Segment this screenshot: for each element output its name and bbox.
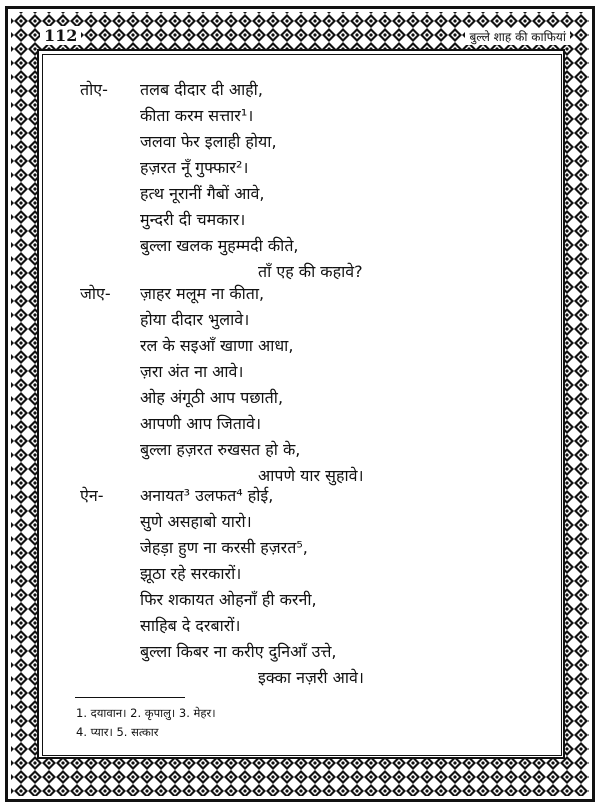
verse-line: सुणे असहाबो यारो। — [140, 512, 252, 531]
verse-line: झूठा रहे सरकारों। — [140, 564, 242, 583]
verse-line: होया दीदार भुलावे। — [140, 310, 250, 329]
verse-line: जलवा फेर इलाही होया, — [140, 132, 277, 151]
verse-line: रल के सइआँ खाणा आधा, — [140, 336, 294, 355]
verse-line: हत्थ नूरानीं गैबों आवे, — [140, 184, 265, 203]
stanza-label: जोए- — [80, 284, 111, 303]
verse-line: बुल्ला खलक मुहम्मदी कीते, — [140, 236, 299, 255]
verse-line: इक्का नज़री आवे। — [258, 668, 364, 687]
verse-line: आपणे यार सुहावे। — [258, 466, 364, 485]
footnote-line: 1. दयावान। 2. कृपालु। 3. मेहर। — [76, 706, 216, 720]
verse-line: मुन्दरी दी चमकार। — [140, 210, 246, 229]
verse-line: ज़ाहर मलूम ना कीता, — [140, 284, 265, 303]
footnote-line: 4. प्यार। 5. सत्कार — [76, 725, 159, 739]
verse-line: तलब दीदार दी आही, — [140, 80, 263, 99]
page-number: 112 — [40, 26, 81, 45]
running-header-title: बुल्ले शाह की काफियां — [465, 28, 570, 45]
verse-line: ताँ एह की कहावे? — [258, 262, 363, 281]
verse-line: बुल्ला हज़रत रुखसत हो के, — [140, 440, 301, 459]
verse-line: साहिब दे दरबारों। — [140, 616, 241, 635]
verse-line: अनायत³ उलफत⁴ होई, — [140, 486, 274, 505]
stanza-label: ऐन- — [80, 486, 104, 505]
verse-line: जेहड़ा हुण ना करसी हज़रत⁵, — [140, 538, 308, 557]
verse-line: कीता करम सत्तार¹। — [140, 106, 254, 125]
footnote-divider — [75, 697, 185, 698]
verse-line: आपणी आप जितावे। — [140, 414, 262, 433]
verse-line: ओह अंगूठी आप पछाती, — [140, 388, 284, 407]
verse-line: ज़रा अंत ना आवे। — [140, 362, 244, 381]
verse-line: बुल्ला किबर ना करीए दुनिआँ उत्ते, — [140, 642, 337, 661]
stanza-label: तोए- — [80, 80, 108, 99]
verse-line: फिर शकायत ओहनाँ ही करनी, — [140, 590, 317, 609]
verse-line: हज़रत नूँ गुफ्फार²। — [140, 158, 249, 177]
